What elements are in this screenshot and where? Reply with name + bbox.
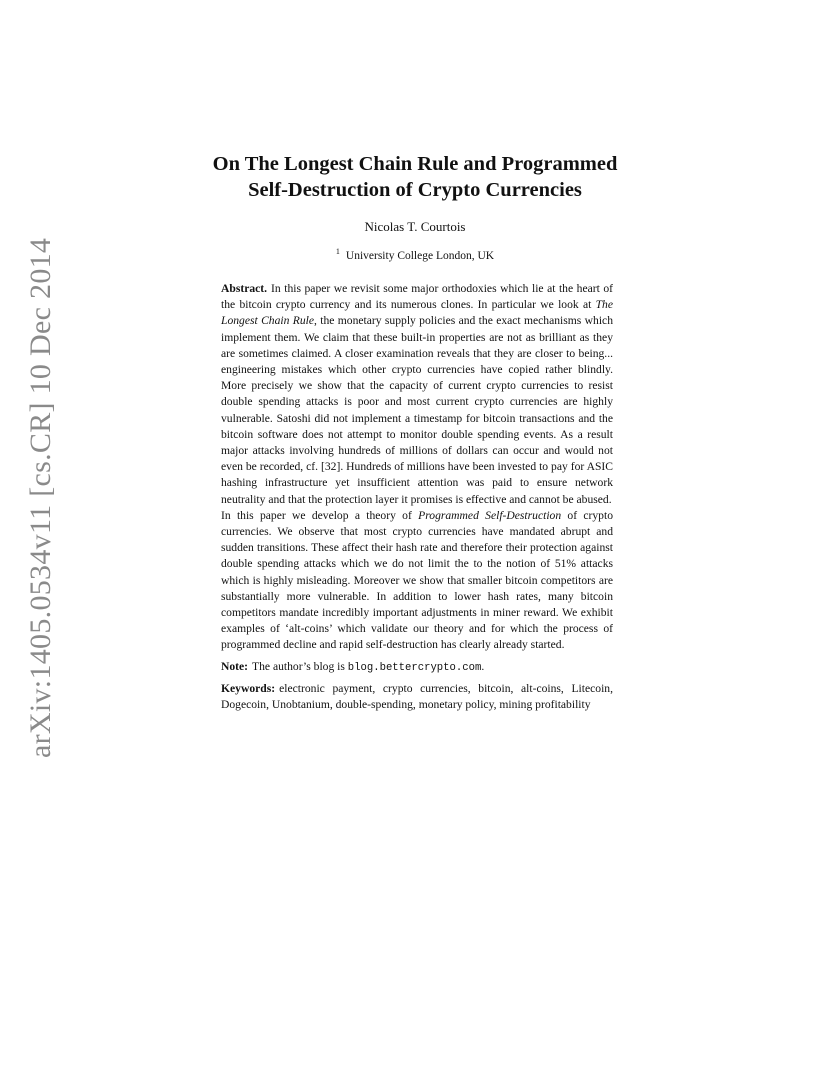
title-line-2: Self-Destruction of Crypto Currencies xyxy=(248,178,582,201)
abstract-text: of crypto currencies. We observe that most crypto currencies have mandated abrupt and sudden transitions. These affect their hash rate and therefore their protection against double spending attacks which we do not limit the to the notion of 51% attacks which is highly misleading. Moreover we show that smaller bitcoin competitors are substantially more vulnerable. In addition to lower hash rates, many bitcoin competitors mandate incredibly important adjustments in miner reward. We exhibit examples of ‘alt-coins’ which validate our theory and for which the process of programmed decline and rapid self-destruction has clearly already started. xyxy=(221,508,613,652)
abstract-text: , the monetary supply policies and the exact mechanisms which implement them. We claim that these built-in properties are not as brilliant as they are sometimes claimed. A closer examination reveals that they are closer to being... engineering mistakes which other crypto currencies have copied rather blindly. More precisely we show that the capacity of current crypto currencies to resist double spending attacks is poor and most current crypto currencies are highly vulnerable. Satoshi did not implement a timestamp for bitcoin transactions and the bitcoin software does not attempt to monitor double spending events. As a result major attacks involving hundreds of millions of dollars can occur and would not even be recorded, cf. [32]. Hundreds of millions have been invested to pay for ASIC hashing infrastructure yet insufficient attention was paid to ensure network neutrality and that the protection layer it promises is effective and cannot be abused. xyxy=(221,314,613,506)
arxiv-identifier-stamp: arXiv:1405.0534v11 [cs.CR] 10 Dec 2014 xyxy=(24,237,57,758)
note-paragraph xyxy=(221,659,613,676)
paper-title xyxy=(150,152,680,203)
affiliation-text: University College London, UK xyxy=(345,250,495,262)
blog-url: blog.bettercrypto.com xyxy=(347,661,482,674)
title-line-1: On The Longest Chain Rule and Programmed xyxy=(212,153,618,175)
note-text: The author’s blog is xyxy=(252,659,348,673)
affiliation xyxy=(150,247,680,262)
abstract-text: In this paper we revisit some major orthodoxies which lie at the heart of the bitcoin crypto currency and its numerous clones. In particular we look at xyxy=(221,282,613,312)
abstract-emphasis: Programmed Self-Destruction xyxy=(418,508,562,522)
abstract-paragraph-2 xyxy=(221,508,613,654)
note-end: . xyxy=(481,659,485,673)
affiliation-mark: 1 xyxy=(335,247,340,256)
keywords-label: Keywords: xyxy=(221,681,276,695)
abstract-emphasis: The Longest Chain Rule xyxy=(221,298,613,328)
abstract-label: Abstract. xyxy=(221,282,268,295)
keywords-text: electronic payment, crypto currencies, bitcoin, alt-coins, Litecoin, Dogecoin, Unobtanium, double-spending, monetary policy, mining profitability xyxy=(221,681,613,712)
author-name: Nicolas T. Courtois xyxy=(364,219,466,234)
abstract-paragraph-1 xyxy=(221,281,613,508)
abstract-text: In this paper we develop a theory of xyxy=(221,508,419,522)
abstract-block xyxy=(221,281,613,713)
note-label: Note: xyxy=(221,659,249,673)
keywords-paragraph xyxy=(221,681,613,713)
